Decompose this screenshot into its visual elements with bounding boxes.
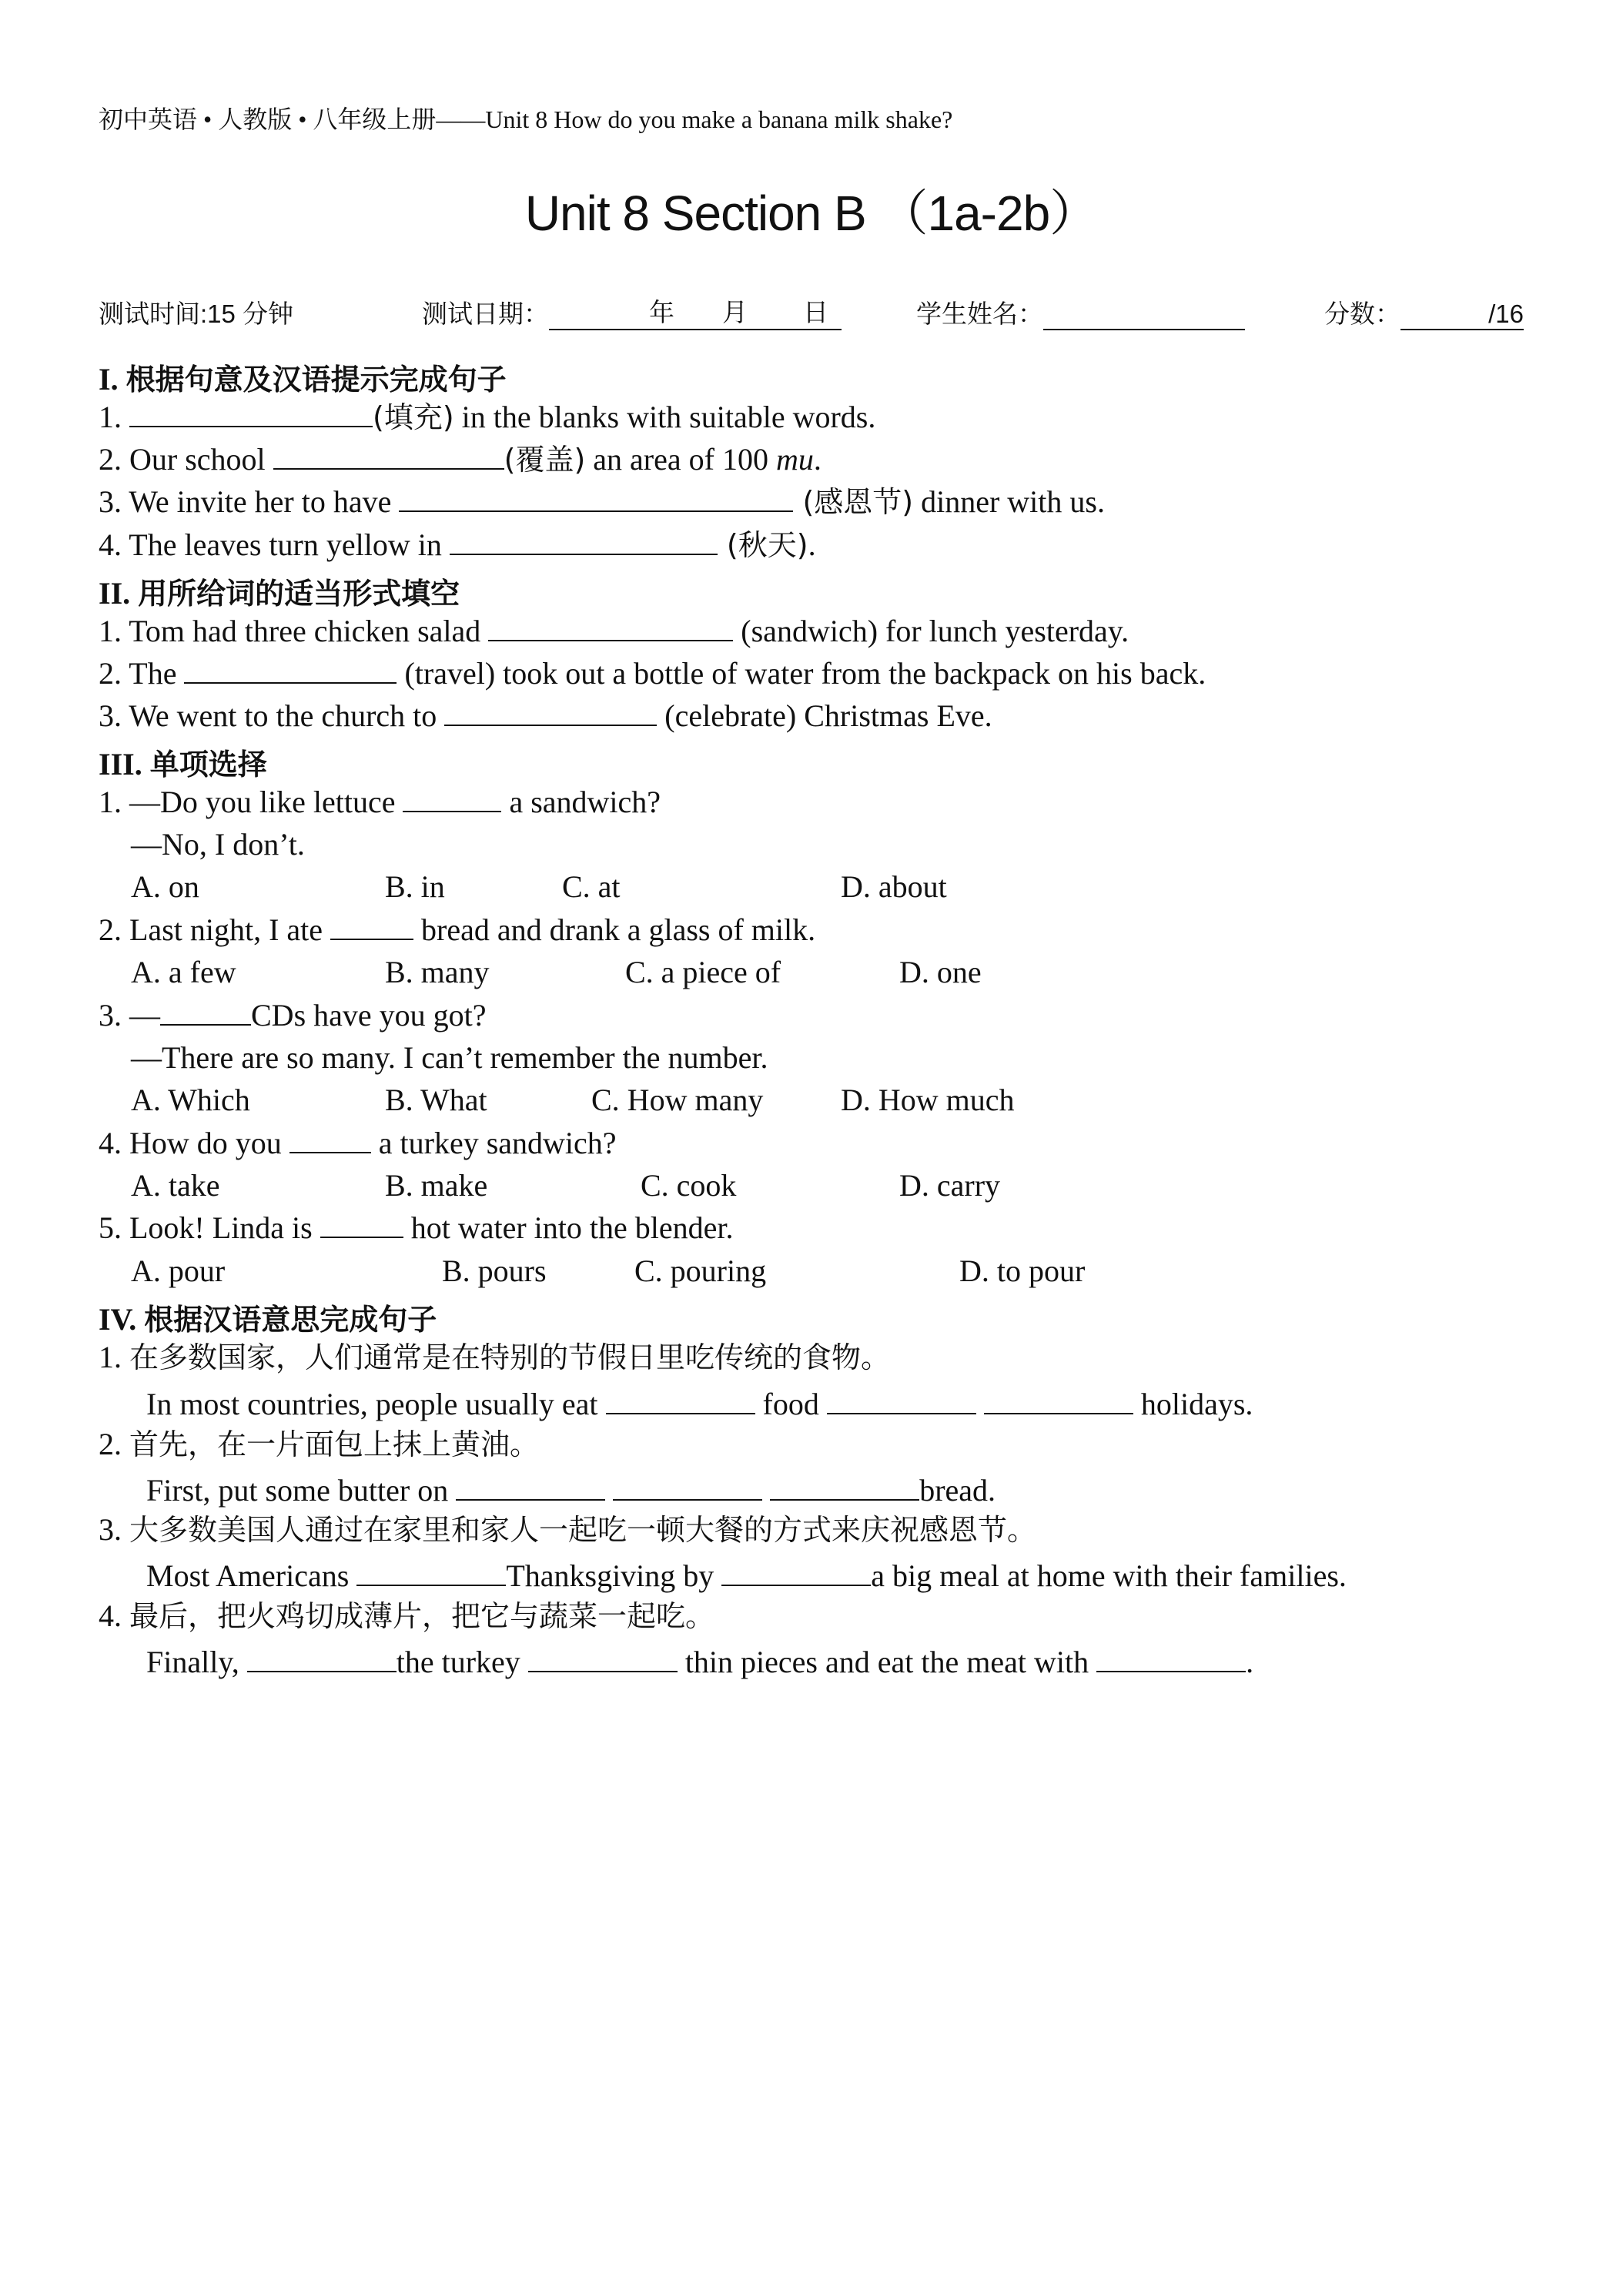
question-text: 2. Our school	[99, 442, 273, 477]
question-number: 3.	[99, 1512, 122, 1547]
answer-blank	[289, 1126, 371, 1153]
name-field	[1043, 301, 1245, 330]
question-text: 2. Last night, I ate	[99, 912, 331, 947]
s1-question-2	[99, 441, 822, 478]
s3-q1-reply: —No, I don’t.	[131, 827, 305, 862]
s4-question-4-answer	[146, 1644, 1253, 1681]
question-number: 1.	[99, 400, 122, 434]
section-1-heading	[99, 356, 507, 398]
question-text: 1. —Do you like lettuce	[99, 785, 403, 819]
s3-question-1	[99, 784, 661, 821]
answer-blank	[450, 527, 718, 555]
answer-blank	[184, 656, 397, 684]
question-text: 3. We invite her to have	[99, 484, 400, 519]
question-text: 4. The leaves turn yellow in	[99, 527, 450, 562]
s3-q3-option-c[interactable]: C. How many	[591, 1083, 764, 1117]
s2-question-1	[99, 613, 1129, 650]
hint: (覆盖)	[504, 443, 586, 477]
answer-blank	[827, 1387, 976, 1414]
s3-q2-option-b[interactable]: B. many	[385, 955, 490, 989]
s3-q2-option-c[interactable]: C. a piece of	[625, 955, 781, 989]
s2-question-2	[99, 655, 1206, 692]
s3-q3-option-d[interactable]: D. How much	[841, 1083, 1015, 1117]
answer-text-3: thin pieces and eat the meat with	[677, 1645, 1097, 1679]
s3-q5-option-a[interactable]: A. pour	[131, 1253, 226, 1288]
s4-question-2-answer	[146, 1472, 996, 1509]
answer-text-3: holidays.	[1133, 1387, 1253, 1421]
date-field	[549, 298, 842, 330]
answer-text: First, put some butter on	[146, 1473, 457, 1508]
s3-question-4	[99, 1125, 617, 1162]
answer-blank	[613, 1473, 762, 1501]
section-2-title: 用所给词的适当形式填空	[138, 577, 460, 611]
answer-blank	[330, 912, 413, 940]
answer-blank	[403, 785, 501, 812]
score-total: /16	[1488, 300, 1524, 328]
course-header: 初中英语 • 人教版 • 八年级上册——Unit 8 How do you make a banana milk shake?	[99, 105, 953, 133]
section-2-heading	[99, 570, 460, 612]
s4-question-2-prompt	[99, 1426, 539, 1463]
question-text: in the blanks with suitable words.	[453, 400, 876, 434]
section-1-number: I.	[99, 362, 119, 397]
answer-text: In most countries, people usually eat	[146, 1387, 606, 1421]
answer-text-2: bread.	[919, 1473, 996, 1508]
s3-question-2	[99, 912, 815, 949]
answer-text-2: food	[755, 1387, 827, 1421]
year-label: 年	[649, 298, 674, 326]
answer-blank	[721, 1558, 871, 1586]
question-text: 2. The	[99, 656, 185, 691]
question-text-2: a turkey sandwich?	[370, 1126, 617, 1160]
s4-question-1-answer	[146, 1386, 1253, 1423]
s1-question-1	[99, 399, 875, 436]
answer-blank	[456, 1473, 605, 1501]
score-field	[1400, 301, 1524, 330]
question-text-2: hot water into the blender.	[403, 1210, 734, 1245]
s3-q3-reply: —There are so many. I can’t remember the number.	[131, 1040, 768, 1075]
question-text-2: CDs have you got?	[251, 998, 487, 1033]
date-label: 测试日期：	[422, 300, 549, 328]
answer-text-2: the turkey	[396, 1645, 528, 1679]
s3-q1-option-a[interactable]: A. on	[131, 869, 199, 904]
s3-q3-option-b[interactable]: B. What	[385, 1083, 487, 1117]
s3-q5-option-d[interactable]: D. to pour	[959, 1253, 1086, 1288]
answer-blank	[528, 1645, 678, 1672]
s3-q3-option-a[interactable]: A. Which	[131, 1083, 250, 1117]
s3-question-3	[99, 997, 487, 1034]
section-1-title: 根据句意及汉语提示完成句子	[125, 363, 507, 397]
s1-question-3	[99, 484, 1105, 520]
s4-question-4-prompt	[99, 1598, 714, 1635]
question-number: 1.	[99, 1340, 122, 1374]
question-text-2: a sandwich?	[501, 785, 661, 819]
section-2-number: II.	[99, 576, 131, 611]
hint: (感恩节)	[793, 485, 914, 519]
answer-text-2: Thanksgiving by	[506, 1558, 722, 1593]
hint: (填充)	[373, 400, 454, 434]
s3-q4-option-d[interactable]: D. carry	[899, 1168, 1001, 1203]
unit-word: mu	[775, 442, 814, 477]
question-number: 4.	[99, 1598, 122, 1633]
s3-q4-option-b[interactable]: B. make	[385, 1168, 488, 1203]
question-text: 3. We went to the church to	[99, 698, 445, 733]
answer-blank	[399, 484, 793, 512]
answer-blank	[606, 1387, 755, 1414]
answer-blank	[444, 698, 657, 726]
section-4-title: 根据汉语意思完成句子	[144, 1303, 437, 1337]
question-text-2: (travel) took out a bottle of water from the backpack on his back.	[397, 656, 1206, 691]
score	[1324, 294, 1524, 330]
chinese-prompt: 在多数国家，人们通常是在特别的节假日里吃传统的食物。	[129, 1340, 891, 1374]
question-end: .	[813, 442, 822, 477]
answer-blank	[160, 998, 251, 1026]
answer-blank	[488, 614, 733, 641]
hint: (秋天)	[717, 528, 808, 562]
s4-question-3-prompt	[99, 1511, 1036, 1548]
page-title: Unit 8 Section B （1a-2b）	[524, 186, 1099, 241]
month-label: 月	[722, 298, 748, 326]
chinese-prompt: 最后，把火鸡切成薄片，把它与蔬菜一起吃。	[129, 1599, 715, 1633]
chinese-prompt: 首先，在一片面包上抹上黄油。	[129, 1427, 540, 1461]
question-text: 3. —	[99, 998, 160, 1033]
question-text-2: dinner with us.	[913, 484, 1105, 519]
answer-text: Most Americans	[146, 1558, 357, 1593]
s3-q2-option-a[interactable]: A. a few	[131, 955, 236, 989]
question-text-2: (celebrate) Christmas Eve.	[657, 698, 992, 733]
answer-blank	[129, 400, 373, 427]
question-text: 4. How do you	[99, 1126, 289, 1160]
s3-q5-option-b[interactable]: B. pours	[442, 1253, 547, 1288]
section-3-title: 单项选择	[149, 748, 267, 782]
question-end: .	[808, 527, 816, 562]
answer-blank	[770, 1473, 919, 1501]
chinese-prompt: 大多数美国人通过在家里和家人一起吃一顿大餐的方式来庆祝感恩节。	[129, 1513, 1037, 1547]
name-label: 学生姓名：	[916, 300, 1043, 328]
s4-question-3-answer	[146, 1558, 1347, 1595]
answer-text: Finally,	[146, 1645, 247, 1679]
question-text: 5. Look! Linda is	[99, 1210, 320, 1245]
s3-q5-option-c[interactable]: C. pouring	[634, 1253, 767, 1288]
s3-q1-option-c[interactable]: C. at	[562, 869, 621, 904]
score-label: 分数：	[1324, 300, 1400, 328]
question-text: 1. Tom had three chicken salad	[99, 614, 489, 648]
s3-q1-option-b[interactable]: B. in	[385, 869, 445, 904]
student-name	[916, 294, 1245, 330]
answer-blank	[356, 1558, 506, 1586]
answer-blank	[273, 442, 504, 470]
section-3-heading	[99, 741, 267, 783]
s3-question-5	[99, 1210, 734, 1247]
s3-q4-option-c[interactable]: C. cook	[641, 1168, 737, 1203]
s3-q1-option-d[interactable]: D. about	[841, 869, 947, 904]
day-label: 日	[803, 298, 828, 326]
answer-end: .	[1246, 1645, 1254, 1679]
question-text-2: bread and drank a glass of milk.	[413, 912, 816, 947]
test-date	[422, 294, 842, 330]
question-text-2: (sandwich) for lunch yesterday.	[733, 614, 1129, 648]
question-number: 2.	[99, 1427, 122, 1461]
answer-text-3: a big meal at home with their families.	[871, 1558, 1347, 1593]
answer-blank	[984, 1387, 1133, 1414]
answer-blank	[1096, 1645, 1246, 1672]
section-3-number: III.	[99, 747, 142, 782]
section-4-number: IV.	[99, 1302, 137, 1337]
section-4-heading	[99, 1296, 437, 1338]
answer-blank	[320, 1210, 403, 1238]
test-time: 测试时间:15 分钟	[99, 300, 294, 328]
s1-question-4	[99, 527, 816, 564]
question-text-2: an area of 100	[585, 442, 776, 477]
s3-q4-option-a[interactable]: A. take	[131, 1168, 220, 1203]
s2-question-3	[99, 698, 992, 735]
answer-blank	[247, 1645, 397, 1672]
s3-q2-option-d[interactable]: D. one	[899, 955, 982, 989]
s4-question-1-prompt	[99, 1339, 890, 1376]
